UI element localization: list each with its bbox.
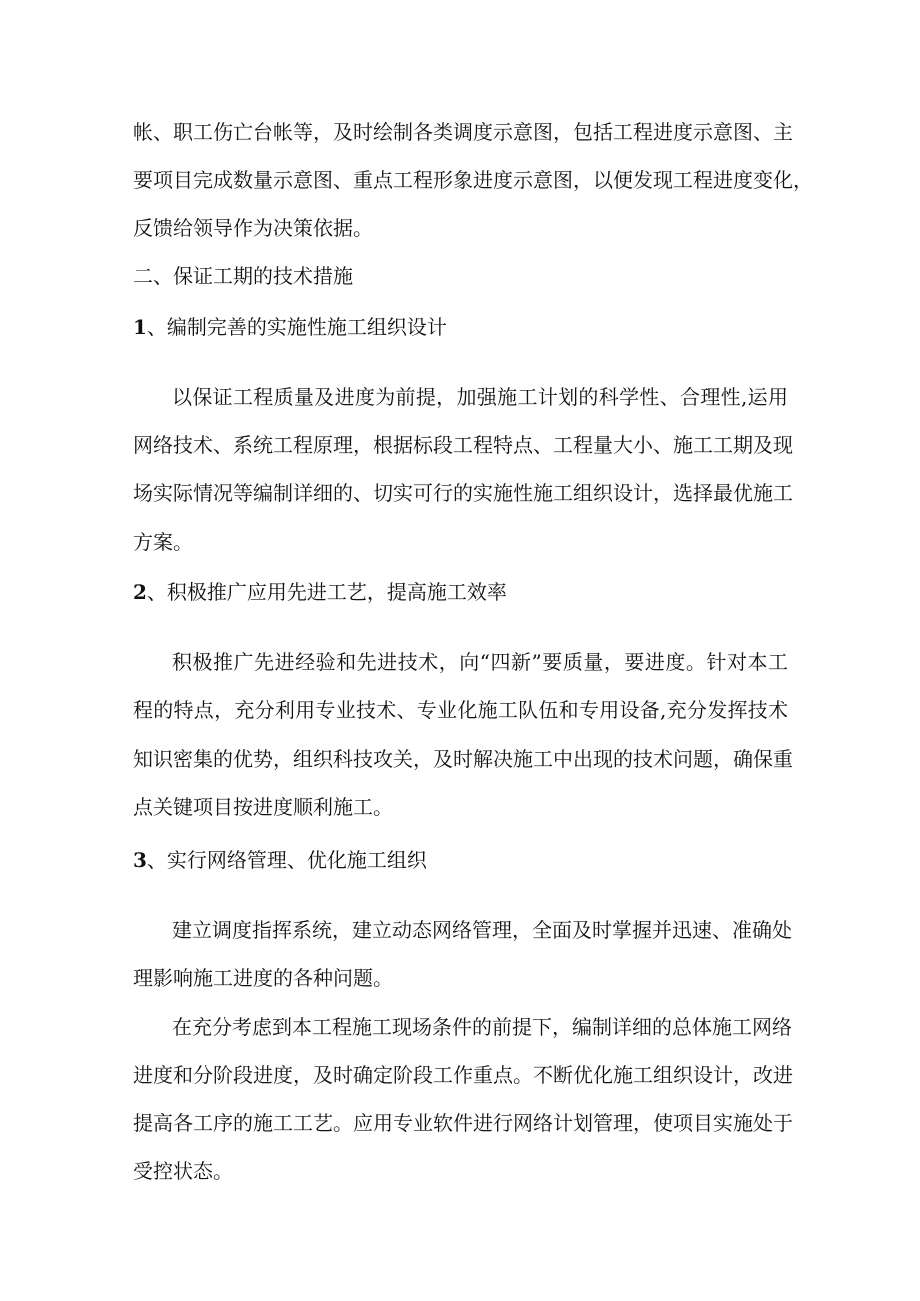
item-1-line-3: 场实际情况等编制详细的、切实可行的实施性施工组织设计，选择最优施工	[133, 481, 793, 505]
item-3-number: 3	[133, 848, 147, 872]
item-3-heading	[133, 846, 427, 874]
item-1-heading	[133, 313, 447, 341]
item-3-para1-line-1: 建立调度指挥系统，建立动态网络管理，全面及时掌握并迅速、准确处	[172, 918, 792, 942]
item-1-line-2: 网络技术、系统工程原理，根据标段工程特点、工程量大小、施工工期及现	[133, 433, 793, 457]
item-2-heading	[133, 578, 507, 606]
item-3-para2-line-2: 进度和分阶段进度，及时确定阶段工作重点。不断优化施工组织设计，改进	[133, 1063, 793, 1087]
item-2-line-4: 点关键项目按进度顺利施工。	[133, 795, 393, 819]
intro-line-3: 反馈给领导作为决策依据。	[133, 216, 373, 240]
item-3-para2-line-4: 受控状态。	[133, 1159, 233, 1183]
item-1-number: 1	[133, 315, 147, 339]
item-2-line-3: 知识密集的优势，组织科技攻关，及时解决施工中出现的技术问题，确保重	[133, 747, 793, 771]
intro-line-2: 要项目完成数量示意图、重点工程形象进度示意图，以便发现工程进度变化，	[133, 168, 813, 192]
item-1-title: 、编制完善的实施性施工组织设计	[146, 315, 447, 339]
item-2-line-2: 程的特点，充分利用专业技术、专业化施工队伍和专用设备,充分发挥技术	[133, 698, 788, 722]
intro-line-1: 帐、职工伤亡台帐等，及时绘制各类调度示意图，包括工程进度示意图、主	[133, 120, 793, 144]
item-3-title: 、实行网络管理、优化施工组织	[146, 848, 427, 872]
item-3-para2-line-3: 提高各工序的施工工艺。应用专业软件进行网络计划管理，使项目实施处于	[133, 1111, 793, 1135]
item-1-line-1: 以保证工程质量及进度为前提，加强施工计划的科学性、合理性,运用	[172, 385, 788, 409]
section-heading: 二、保证工期的技术措施	[133, 264, 353, 288]
item-3-para1-line-2: 理影响施工进度的各种问题。	[133, 966, 393, 990]
item-2-line-1: 积极推广先进经验和先进技术，向“四新”要质量，要进度。针对本工	[172, 650, 788, 674]
item-3-para2-line-1: 在充分考虑到本工程施工现场条件的前提下，编制详细的总体施工网络	[172, 1015, 792, 1039]
item-2-title: 、积极推广应用先进工艺，提高施工效率	[146, 580, 507, 604]
item-2-number: 2	[133, 580, 147, 604]
item-1-line-4: 方案。	[133, 530, 193, 554]
